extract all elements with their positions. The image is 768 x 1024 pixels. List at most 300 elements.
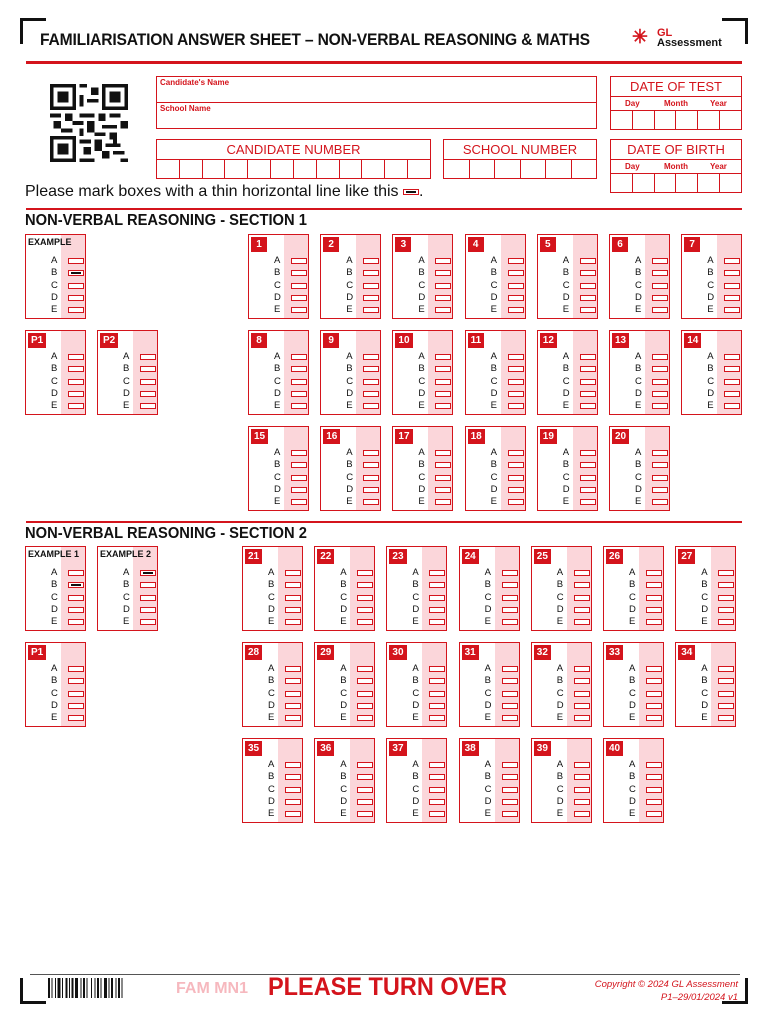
- answer-box[interactable]: [508, 270, 524, 276]
- answer-box[interactable]: [508, 366, 524, 372]
- answer-box[interactable]: [646, 787, 662, 793]
- answer-box[interactable]: [574, 715, 590, 721]
- answer-box[interactable]: [724, 403, 740, 409]
- option-row: [563, 363, 597, 375]
- answer-box[interactable]: [68, 691, 84, 697]
- answer-box[interactable]: [574, 799, 590, 805]
- answer-box[interactable]: [502, 787, 518, 793]
- answer-box[interactable]: [718, 607, 734, 613]
- answer-box[interactable]: [724, 283, 740, 289]
- answer-box[interactable]: [646, 703, 662, 709]
- answer-box[interactable]: [435, 366, 451, 372]
- answer-box[interactable]: [429, 715, 445, 721]
- answer-box[interactable]: [357, 619, 373, 625]
- answer-box[interactable]: [435, 475, 451, 481]
- answer-box[interactable]: [357, 582, 373, 588]
- answer-box[interactable]: [357, 811, 373, 817]
- answer-box[interactable]: [652, 366, 668, 372]
- answer-box[interactable]: [580, 270, 596, 276]
- option-row: [557, 567, 591, 579]
- answer-box[interactable]: [580, 499, 596, 505]
- answer-box[interactable]: [646, 619, 662, 625]
- answer-box[interactable]: [435, 450, 451, 456]
- option-letter: E: [51, 616, 58, 628]
- answer-box[interactable]: [68, 391, 84, 397]
- option-letter: C: [701, 687, 709, 699]
- option-row: [557, 592, 591, 604]
- answer-box[interactable]: [652, 462, 668, 468]
- answer-box[interactable]: [724, 295, 740, 301]
- answer-box[interactable]: [574, 582, 590, 588]
- answer-box[interactable]: [357, 799, 373, 805]
- answer-box[interactable]: [68, 582, 84, 588]
- option-row: [485, 712, 519, 724]
- logo-star-icon: ✳: [632, 27, 648, 48]
- answer-box[interactable]: [291, 270, 307, 276]
- school-name-field[interactable]: School Name: [156, 102, 597, 129]
- answer-box[interactable]: [68, 258, 84, 264]
- answer-box[interactable]: [574, 774, 590, 780]
- answer-box[interactable]: [502, 799, 518, 805]
- answer-box[interactable]: [718, 703, 734, 709]
- answer-box[interactable]: [646, 811, 662, 817]
- answer-box[interactable]: [502, 619, 518, 625]
- answer-box[interactable]: [363, 450, 379, 456]
- option-letter: C: [51, 687, 58, 699]
- answer-box[interactable]: [68, 715, 84, 721]
- option-letter: B: [484, 579, 491, 591]
- answer-box[interactable]: [435, 391, 451, 397]
- answer-box[interactable]: [68, 619, 84, 625]
- answer-box[interactable]: [291, 295, 307, 301]
- answer-box[interactable]: [68, 270, 84, 276]
- question-number: 27: [678, 549, 695, 564]
- answer-box[interactable]: [357, 666, 373, 672]
- option-row: [635, 363, 669, 375]
- answer-box[interactable]: [429, 678, 445, 684]
- question-number: 17: [395, 429, 412, 444]
- answer-box[interactable]: [724, 270, 740, 276]
- answer-box[interactable]: [574, 666, 590, 672]
- answer-box[interactable]: [285, 595, 301, 601]
- candidate-number-field[interactable]: CANDIDATE NUMBER: [156, 139, 431, 179]
- answer-box[interactable]: [724, 379, 740, 385]
- answer-box[interactable]: [140, 366, 156, 372]
- answer-box[interactable]: [502, 715, 518, 721]
- answer-box[interactable]: [574, 787, 590, 793]
- option-row: [563, 484, 597, 496]
- answer-box[interactable]: [508, 283, 524, 289]
- answer-box[interactable]: [363, 354, 379, 360]
- answer-box[interactable]: [291, 391, 307, 397]
- answer-box[interactable]: [357, 715, 373, 721]
- answer-box[interactable]: [508, 487, 524, 493]
- school-number-field[interactable]: SCHOOL NUMBER: [443, 139, 597, 179]
- answer-box[interactable]: [502, 774, 518, 780]
- answer-box[interactable]: [508, 475, 524, 481]
- answer-box[interactable]: [285, 607, 301, 613]
- option-letter: B: [490, 267, 497, 279]
- answer-box[interactable]: [652, 391, 668, 397]
- answer-box[interactable]: [718, 582, 734, 588]
- answer-box[interactable]: [502, 607, 518, 613]
- option-row: [491, 292, 525, 304]
- answer-box[interactable]: [68, 379, 84, 385]
- option-row: [635, 351, 669, 363]
- answer-box[interactable]: [646, 762, 662, 768]
- answer-box[interactable]: [68, 366, 84, 372]
- answer-box[interactable]: [68, 295, 84, 301]
- answer-box[interactable]: [291, 475, 307, 481]
- option-letter: D: [707, 387, 715, 399]
- answer-box[interactable]: [646, 666, 662, 672]
- answer-box[interactable]: [652, 270, 668, 276]
- answer-box[interactable]: [502, 811, 518, 817]
- answer-box[interactable]: [291, 307, 307, 313]
- option-row: [418, 351, 452, 363]
- answer-box[interactable]: [357, 607, 373, 613]
- answer-box[interactable]: [285, 715, 301, 721]
- answer-box[interactable]: [140, 391, 156, 397]
- answer-box[interactable]: [652, 295, 668, 301]
- answer-box[interactable]: [68, 703, 84, 709]
- option-letter: D: [268, 795, 275, 807]
- option-row: [268, 759, 302, 771]
- option-letter: D: [484, 603, 492, 615]
- option-row: [274, 447, 308, 459]
- answer-box[interactable]: [724, 354, 740, 360]
- answer-box[interactable]: [508, 499, 524, 505]
- option-letter: B: [123, 579, 130, 591]
- answer-box[interactable]: [357, 595, 373, 601]
- answer-box[interactable]: [502, 691, 518, 697]
- answer-box[interactable]: [580, 403, 596, 409]
- answer-box[interactable]: [68, 607, 84, 613]
- answer-box[interactable]: [508, 307, 524, 313]
- answer-box[interactable]: [574, 703, 590, 709]
- answer-box[interactable]: [291, 283, 307, 289]
- answer-box[interactable]: [140, 619, 156, 625]
- answer-box[interactable]: [285, 799, 301, 805]
- answer-box[interactable]: [646, 582, 662, 588]
- option-letter: D: [490, 291, 498, 303]
- option-row: [274, 363, 308, 375]
- answer-box[interactable]: [574, 762, 590, 768]
- answer-box[interactable]: [357, 678, 373, 684]
- answer-box[interactable]: [357, 762, 373, 768]
- answer-box[interactable]: [357, 570, 373, 576]
- answer-box[interactable]: [580, 283, 596, 289]
- answer-box[interactable]: [429, 762, 445, 768]
- answer-box[interactable]: [502, 666, 518, 672]
- answer-box[interactable]: [502, 570, 518, 576]
- answer-box[interactable]: [285, 762, 301, 768]
- answer-box[interactable]: [291, 354, 307, 360]
- answer-box[interactable]: [285, 787, 301, 793]
- answer-box[interactable]: [429, 607, 445, 613]
- answer-box[interactable]: [285, 703, 301, 709]
- answer-box[interactable]: [574, 570, 590, 576]
- answer-box[interactable]: [429, 703, 445, 709]
- answer-box[interactable]: [363, 403, 379, 409]
- answer-box[interactable]: [285, 570, 301, 576]
- answer-box[interactable]: [580, 354, 596, 360]
- answer-box[interactable]: [435, 462, 451, 468]
- answer-box[interactable]: [724, 366, 740, 372]
- option-row: [563, 351, 597, 363]
- answer-box[interactable]: [724, 391, 740, 397]
- answer-box[interactable]: [574, 607, 590, 613]
- answer-box[interactable]: [363, 366, 379, 372]
- answer-box[interactable]: [580, 487, 596, 493]
- answer-box[interactable]: [508, 258, 524, 264]
- answer-box[interactable]: [646, 799, 662, 805]
- answer-box[interactable]: [646, 570, 662, 576]
- answer-box[interactable]: [435, 270, 451, 276]
- answer-box[interactable]: [718, 691, 734, 697]
- answer-box[interactable]: [580, 450, 596, 456]
- answer-box[interactable]: [68, 354, 84, 360]
- answer-box[interactable]: [363, 379, 379, 385]
- answer-box[interactable]: [429, 799, 445, 805]
- option-row: [701, 567, 735, 579]
- answer-box[interactable]: [363, 487, 379, 493]
- answer-box[interactable]: [652, 475, 668, 481]
- answer-box[interactable]: [502, 678, 518, 684]
- answer-box[interactable]: [285, 666, 301, 672]
- answer-box[interactable]: [363, 270, 379, 276]
- answer-box[interactable]: [508, 354, 524, 360]
- answer-box[interactable]: [502, 703, 518, 709]
- option-letter: D: [51, 603, 58, 615]
- answer-box[interactable]: [718, 678, 734, 684]
- answer-box[interactable]: [429, 787, 445, 793]
- option-row: [340, 796, 374, 808]
- question-box: [320, 426, 381, 511]
- question-box: [675, 642, 736, 727]
- answer-box[interactable]: [646, 595, 662, 601]
- answer-box[interactable]: [580, 258, 596, 264]
- answer-box[interactable]: [285, 811, 301, 817]
- answer-box[interactable]: [502, 595, 518, 601]
- answer-box[interactable]: [140, 582, 156, 588]
- option-row: [340, 592, 374, 604]
- answer-box[interactable]: [291, 403, 307, 409]
- option-letter: B: [629, 675, 636, 687]
- answer-box[interactable]: [652, 499, 668, 505]
- answer-box[interactable]: [291, 258, 307, 264]
- answer-box[interactable]: [285, 774, 301, 780]
- option-letter: C: [556, 687, 564, 699]
- answer-box[interactable]: [574, 678, 590, 684]
- option-letter: E: [556, 616, 564, 628]
- answer-box[interactable]: [429, 666, 445, 672]
- answer-box[interactable]: [140, 607, 156, 613]
- option-row: [418, 496, 452, 508]
- answer-box[interactable]: [718, 715, 734, 721]
- answer-box[interactable]: [646, 691, 662, 697]
- option-row: [346, 267, 380, 279]
- answer-box[interactable]: [68, 595, 84, 601]
- option-row: [701, 700, 735, 712]
- option-letter: C: [274, 471, 281, 483]
- option-letter: A: [562, 351, 570, 362]
- candidate-name-field[interactable]: Candidate's Name: [156, 76, 597, 103]
- answer-box[interactable]: [435, 499, 451, 505]
- answer-box[interactable]: [435, 307, 451, 313]
- answer-box[interactable]: [435, 379, 451, 385]
- answer-box[interactable]: [363, 462, 379, 468]
- answer-box[interactable]: [291, 462, 307, 468]
- answer-box[interactable]: [68, 666, 84, 672]
- option-row: [412, 759, 446, 771]
- answer-box[interactable]: [508, 391, 524, 397]
- answer-box[interactable]: [291, 499, 307, 505]
- answer-box[interactable]: [646, 715, 662, 721]
- option-letter: B: [51, 675, 58, 687]
- answer-box[interactable]: [435, 403, 451, 409]
- answer-box[interactable]: [646, 607, 662, 613]
- answer-box[interactable]: [502, 582, 518, 588]
- answer-box[interactable]: [580, 379, 596, 385]
- option-row: [51, 604, 85, 616]
- option-row: [51, 688, 85, 700]
- answer-box[interactable]: [285, 619, 301, 625]
- answer-box[interactable]: [363, 499, 379, 505]
- answer-box[interactable]: [652, 307, 668, 313]
- answer-box[interactable]: [357, 787, 373, 793]
- answer-box[interactable]: [357, 703, 373, 709]
- answer-box[interactable]: [652, 258, 668, 264]
- answer-box[interactable]: [718, 619, 734, 625]
- option-letter: C: [418, 471, 426, 483]
- option-letter: C: [340, 783, 348, 795]
- answer-box[interactable]: [435, 487, 451, 493]
- answer-box[interactable]: [580, 462, 596, 468]
- answer-box[interactable]: [68, 570, 84, 576]
- answer-box[interactable]: [68, 403, 84, 409]
- answer-box[interactable]: [646, 774, 662, 780]
- answer-box[interactable]: [429, 582, 445, 588]
- answer-box[interactable]: [652, 403, 668, 409]
- answer-box[interactable]: [291, 487, 307, 493]
- answer-box[interactable]: [574, 811, 590, 817]
- option-letter: E: [490, 400, 497, 412]
- answer-box[interactable]: [363, 391, 379, 397]
- answer-box[interactable]: [508, 462, 524, 468]
- answer-box[interactable]: [429, 691, 445, 697]
- answer-box[interactable]: [68, 283, 84, 289]
- question-number: 15: [251, 429, 268, 444]
- answer-box[interactable]: [429, 570, 445, 576]
- answer-box[interactable]: [580, 391, 596, 397]
- answer-box[interactable]: [580, 475, 596, 481]
- answer-box[interactable]: [574, 619, 590, 625]
- answer-box[interactable]: [508, 403, 524, 409]
- answer-box[interactable]: [652, 354, 668, 360]
- question-box: [459, 546, 520, 631]
- date-of-birth-field[interactable]: DATE OF BIRTH Day Month Year: [610, 139, 742, 193]
- answer-box[interactable]: [508, 295, 524, 301]
- answer-box[interactable]: [652, 487, 668, 493]
- answer-box[interactable]: [291, 450, 307, 456]
- answer-box[interactable]: [724, 258, 740, 264]
- answer-box[interactable]: [68, 678, 84, 684]
- answer-box[interactable]: [291, 379, 307, 385]
- option-letter: A: [412, 759, 419, 770]
- option-row: [346, 363, 380, 375]
- answer-box[interactable]: [718, 595, 734, 601]
- option-letter: C: [484, 687, 492, 699]
- answer-box[interactable]: [652, 379, 668, 385]
- answer-box[interactable]: [363, 295, 379, 301]
- answer-box[interactable]: [140, 570, 156, 576]
- answer-box[interactable]: [502, 762, 518, 768]
- answer-box[interactable]: [285, 678, 301, 684]
- answer-box[interactable]: [429, 774, 445, 780]
- question-number: 6: [612, 237, 628, 252]
- answer-box[interactable]: [580, 295, 596, 301]
- answer-box[interactable]: [652, 450, 668, 456]
- answer-box[interactable]: [435, 258, 451, 264]
- option-row: [418, 472, 452, 484]
- answer-box[interactable]: [435, 283, 451, 289]
- answer-box[interactable]: [580, 366, 596, 372]
- answer-box[interactable]: [357, 691, 373, 697]
- answer-box[interactable]: [580, 307, 596, 313]
- answer-box[interactable]: [574, 691, 590, 697]
- option-letter: E: [635, 496, 642, 508]
- answer-box[interactable]: [363, 283, 379, 289]
- option-row: [635, 472, 669, 484]
- answer-box[interactable]: [574, 595, 590, 601]
- answer-box[interactable]: [140, 354, 156, 360]
- answer-box[interactable]: [291, 366, 307, 372]
- option-letter: A: [629, 759, 636, 770]
- answer-box[interactable]: [429, 619, 445, 625]
- option-letter: A: [340, 759, 347, 770]
- answer-box[interactable]: [718, 666, 734, 672]
- answer-box[interactable]: [508, 379, 524, 385]
- answer-box[interactable]: [363, 475, 379, 481]
- answer-box[interactable]: [363, 258, 379, 264]
- question-number: 1: [251, 237, 267, 252]
- answer-box[interactable]: [285, 582, 301, 588]
- answer-box[interactable]: [435, 295, 451, 301]
- answer-box[interactable]: [435, 354, 451, 360]
- answer-box[interactable]: [718, 570, 734, 576]
- answer-box[interactable]: [429, 811, 445, 817]
- date-of-test-field[interactable]: DATE OF TEST Day Month Year: [610, 76, 742, 130]
- answer-box[interactable]: [429, 595, 445, 601]
- option-letter: B: [123, 363, 130, 375]
- answer-box[interactable]: [285, 691, 301, 697]
- answer-box[interactable]: [357, 774, 373, 780]
- answer-box[interactable]: [140, 595, 156, 601]
- answer-box[interactable]: [508, 450, 524, 456]
- answer-box[interactable]: [724, 307, 740, 313]
- option-row: [346, 292, 380, 304]
- option-letter: E: [418, 400, 425, 412]
- answer-box[interactable]: [652, 283, 668, 289]
- option-letter: D: [418, 291, 426, 303]
- option-row: [557, 688, 591, 700]
- answer-box[interactable]: [68, 307, 84, 313]
- answer-box[interactable]: [363, 307, 379, 313]
- answer-box[interactable]: [140, 403, 156, 409]
- answer-box[interactable]: [646, 678, 662, 684]
- answer-box[interactable]: [140, 379, 156, 385]
